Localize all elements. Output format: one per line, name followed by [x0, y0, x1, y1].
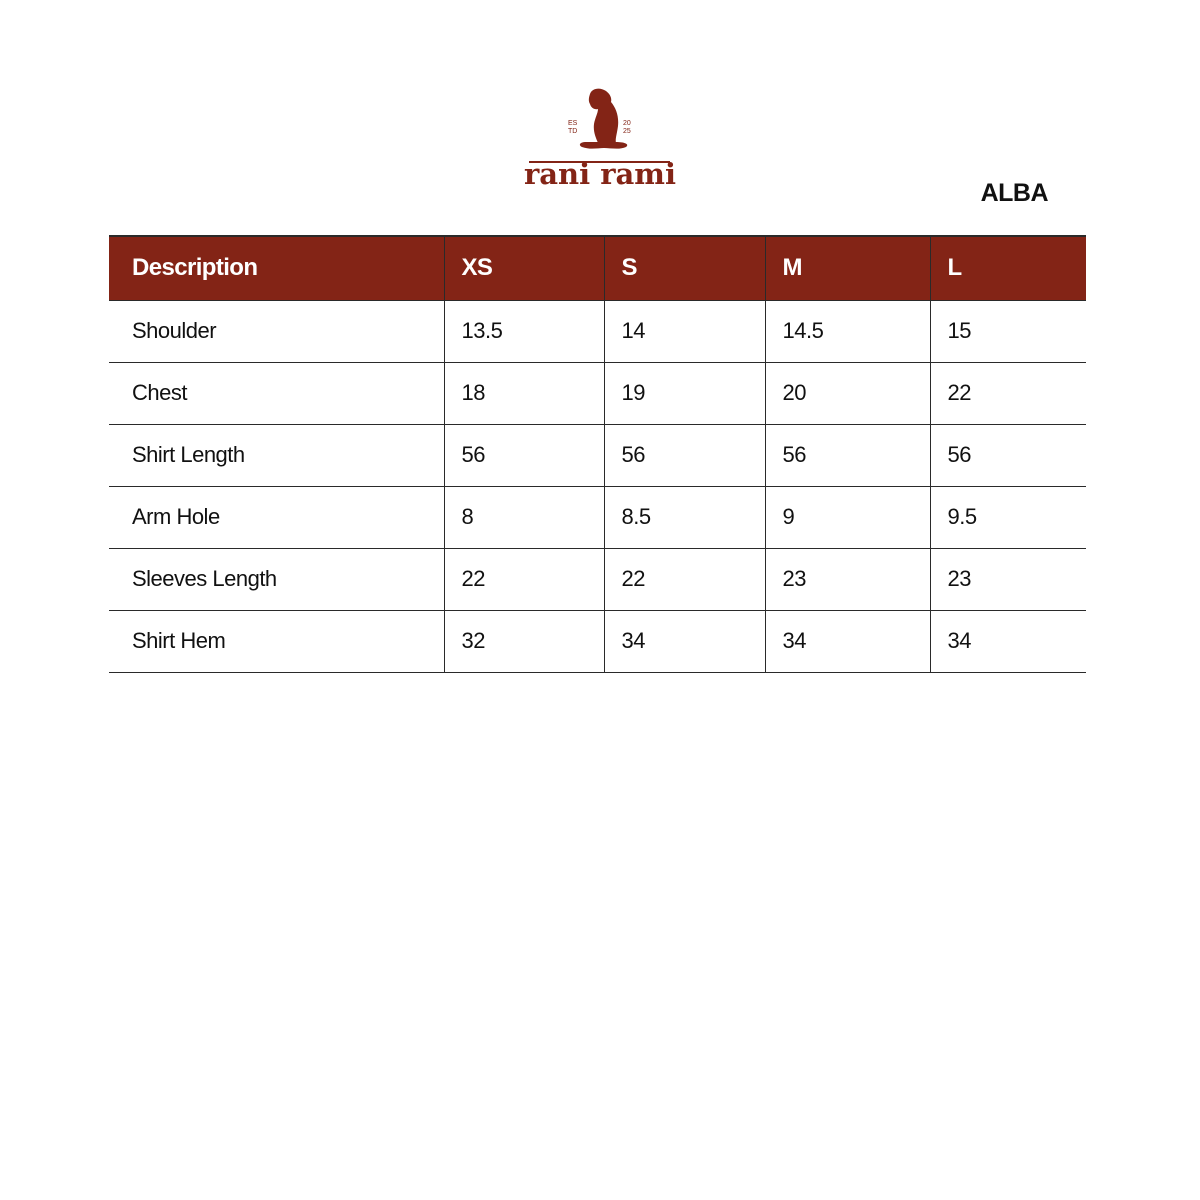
- cell-l: 9.5: [930, 486, 1086, 548]
- cat-icon: [580, 89, 627, 149]
- table-row: [109, 424, 1086, 486]
- cell-xs: 32: [444, 610, 604, 672]
- row-label: Sleeves Length: [109, 548, 444, 610]
- cell-xs: 8: [444, 486, 604, 548]
- row-label: Shirt Length: [109, 424, 444, 486]
- row-label: Chest: [109, 362, 444, 424]
- cell-m: 23: [765, 548, 930, 610]
- table-header-row: [109, 236, 1086, 300]
- cell-s: 56: [604, 424, 765, 486]
- brand-est-left-2: TD: [568, 128, 578, 135]
- table-row: [109, 610, 1086, 672]
- cell-l: 23: [930, 548, 1086, 610]
- column-header-xs: XS: [444, 236, 604, 300]
- brand-est-left-1: ES: [568, 120, 578, 127]
- product-title: ALBA: [980, 179, 1048, 207]
- column-header-m: M: [765, 236, 930, 300]
- cell-xs: 22: [444, 548, 604, 610]
- cell-xs: 56: [444, 424, 604, 486]
- cell-xs: 13.5: [444, 300, 604, 362]
- cell-m: 20: [765, 362, 930, 424]
- cell-s: 14: [604, 300, 765, 362]
- cell-m: 56: [765, 424, 930, 486]
- table-row: [109, 300, 1086, 362]
- cell-m: 14.5: [765, 300, 930, 362]
- cell-s: 8.5: [604, 486, 765, 548]
- table-row: [109, 548, 1086, 610]
- cell-s: 19: [604, 362, 765, 424]
- cell-m: 34: [765, 610, 930, 672]
- column-header-s: S: [604, 236, 765, 300]
- brand-logo: [520, 84, 680, 194]
- cell-l: 34: [930, 610, 1086, 672]
- brand-est-right-1: 20: [623, 120, 631, 127]
- column-header-l: L: [930, 236, 1086, 300]
- table-row: [109, 362, 1086, 424]
- row-label: Shoulder: [109, 300, 444, 362]
- brand-est-right-2: 25: [623, 128, 631, 135]
- cell-s: 22: [604, 548, 765, 610]
- cell-l: 15: [930, 300, 1086, 362]
- cell-s: 34: [604, 610, 765, 672]
- cell-l: 22: [930, 362, 1086, 424]
- cell-m: 9: [765, 486, 930, 548]
- column-header-description: Description: [109, 236, 444, 300]
- size-chart-table: [109, 235, 1086, 673]
- row-label: Arm Hole: [109, 486, 444, 548]
- table-row: [109, 486, 1086, 548]
- brand-wordmark: rani rami: [523, 157, 677, 191]
- cell-l: 56: [930, 424, 1086, 486]
- row-label: Shirt Hem: [109, 610, 444, 672]
- cell-xs: 18: [444, 362, 604, 424]
